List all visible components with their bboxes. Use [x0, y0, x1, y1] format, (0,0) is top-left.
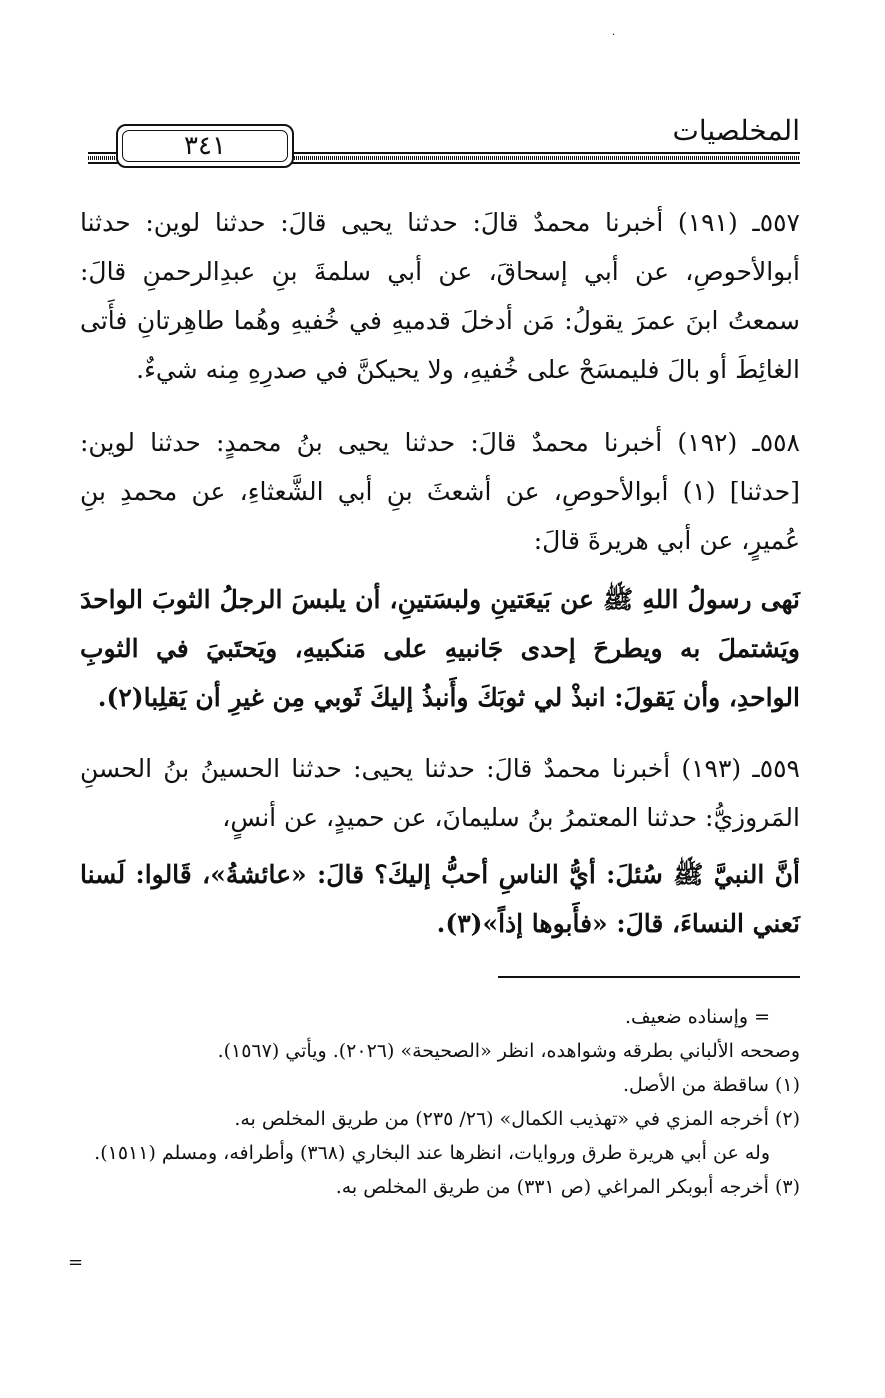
stray-dot: · — [612, 30, 616, 41]
hadith-559-matn: أنَّ النبيَّ ﷺ سُئلَ: أيُّ الناسِ أحبُّ إليكَ؟ قالَ: «عائشةُ»، قَالوا: لَسنا نَعني النساءَ، قالَ: «فأَبوها إذاً»(٣). — [80, 860, 800, 938]
hadith-557: ٥٥٧ـ (١٩١) أخبرنا محمدٌ قالَ: حدثنا يحيى قالَ: حدثنا لوين: حدثنا أبوالأحوصِ، عن أبي إسحاقَ، عن أبي سلمةَ بنِ عبدِالرحمنِ قالَ: سمعتُ ابنَ عمرَ يقولُ: مَن أدخلَ قدميهِ في خُفيهِ وهُما طاهِرتانِ فأَتى الغائِطَ أو بالَ فليمسَحْ على خُفيهِ، ولا يحيكنَّ في صدرِهِ مِنه شيءٌ. — [80, 208, 800, 384]
hadith-559-isnad: ٥٥٩ـ (١٩٣) أخبرنا محمدٌ قالَ: حدثنا يحيى: حدثنا الحسينُ بنُ الحسنِ المَروزيُّ: حدثنا المعتمرُ بنُ سليمانَ، عن حميدٍ، عن أنسٍ، — [80, 754, 800, 832]
footnotes-block — [80, 1000, 800, 1204]
page-header — [88, 112, 800, 170]
page-number: ٣٤١ — [184, 131, 226, 161]
footnote-continuation-b: وصححه الألباني بطرقه وشواهده، انظر «الصحيحة» (٢٠٢٦). ويأتي (١٥٦٧). — [217, 1040, 800, 1062]
footnote-divider — [498, 976, 800, 978]
footnote-2b: وله عن أبي هريرة طرق وروايات، انظرها عند البخاري (٣٦٨) وأطرافه، ومسلم (١٥١١). — [94, 1142, 770, 1164]
page-number-frame — [116, 124, 294, 168]
footnote-1: (١) ساقطة من الأصل. — [622, 1074, 800, 1096]
running-title: المخلصيات — [672, 114, 800, 147]
footnote-continuation-a: = وإسناده ضعيف. — [624, 1006, 770, 1028]
hadith-558-matn: نَهى رسولُ اللهِ ﷺ عن بَيعَتينِ ولبسَتينِ، أن يلبسَ الرجلُ الثوبَ الواحدَ ويَشتملَ به ويطرحَ إحدى جَانبيهِ على مَنكبيهِ، ويَحتَبيَ في الثوبِ الواحدِ، وأن يَقولَ: انبذْ لي ثوبَكَ وأَنبذُ إليكَ ثَوبي مِن غيرِ أن يَقلِبا(٢). — [80, 585, 800, 712]
continuation-mark: = — [68, 1252, 84, 1273]
footnote-3: (٣) أخرجه أبوبكر المراغي (ص ٣٣١) من طريق المخلص به. — [335, 1176, 800, 1198]
footnote-2a: (٢) أخرجه المزي في «تهذيب الكمال» (٢٦/ ٢٣٥) من طريق المخلص به. — [234, 1108, 800, 1130]
hadith-558-isnad: ٥٥٨ـ (١٩٢) أخبرنا محمدٌ قالَ: حدثنا يحيى بنُ محمدٍ: حدثنا لوين: [حدثنا] (١) أبوالأحوصِ، عن أشعثَ بنِ أبي الشَّعثاءِ، عن محمدِ بنِ عُميرٍ، عن أبي هريرةَ قالَ: — [80, 428, 801, 555]
